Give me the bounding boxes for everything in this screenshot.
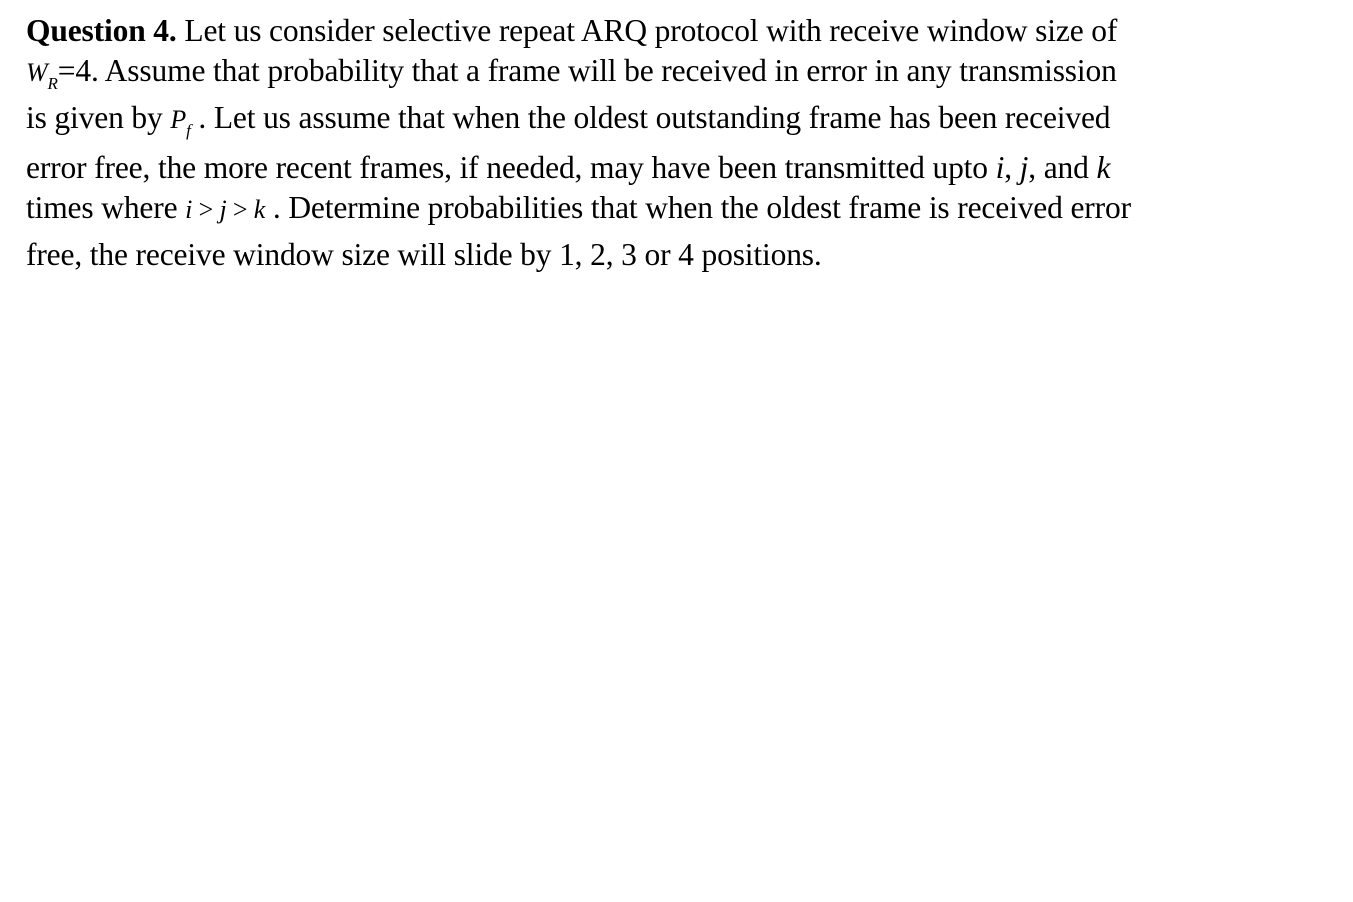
inequality-j: j [219, 195, 227, 224]
greater-than-1: > [192, 195, 220, 224]
question-line-2 [26, 53, 1117, 93]
question-line-1 [26, 15, 1117, 47]
question-line-6-text: free, the receive window size will slide by 1, 2, 3 or 4 positions. [26, 237, 822, 272]
question-line-5-text: . Determine probabilities that when the oldest frame is received error [265, 190, 1131, 225]
and-separator: , and [1028, 150, 1097, 185]
error-probability-subscript: f [186, 121, 191, 140]
comma-separator: , [1004, 150, 1020, 185]
window-size-subscript: R [47, 74, 58, 93]
variable-j: j [1019, 150, 1029, 185]
question-line-3 [26, 100, 1111, 140]
greater-than-2: > [226, 195, 254, 224]
question-line-5-prefix: times where [26, 190, 186, 225]
question-line-1-text: Let us consider selective repeat ARQ protocol with receive window size of [176, 13, 1118, 48]
question-label: Question 4. [26, 13, 177, 48]
variable-i: i [995, 150, 1005, 185]
inequality-i: i [185, 195, 193, 224]
inequality-k: k [253, 195, 266, 224]
window-size-symbol: W [26, 58, 48, 87]
question-line-4-text: error free, the more recent frames, if needed, may have been transmitted upto [26, 150, 996, 185]
question-line-3-prefix: is given by [26, 100, 171, 135]
question-line-5 [26, 192, 1131, 224]
question-line-4 [26, 152, 1110, 184]
question-line-3-text: . Let us assume that when the oldest outstanding frame has been received [190, 100, 1111, 135]
question-line-6 [26, 239, 822, 271]
question-line-2-text: =4. Assume that probability that a frame will be received in error in any transmission [57, 53, 1117, 88]
error-probability-symbol: P [170, 105, 187, 134]
variable-k: k [1096, 150, 1111, 185]
